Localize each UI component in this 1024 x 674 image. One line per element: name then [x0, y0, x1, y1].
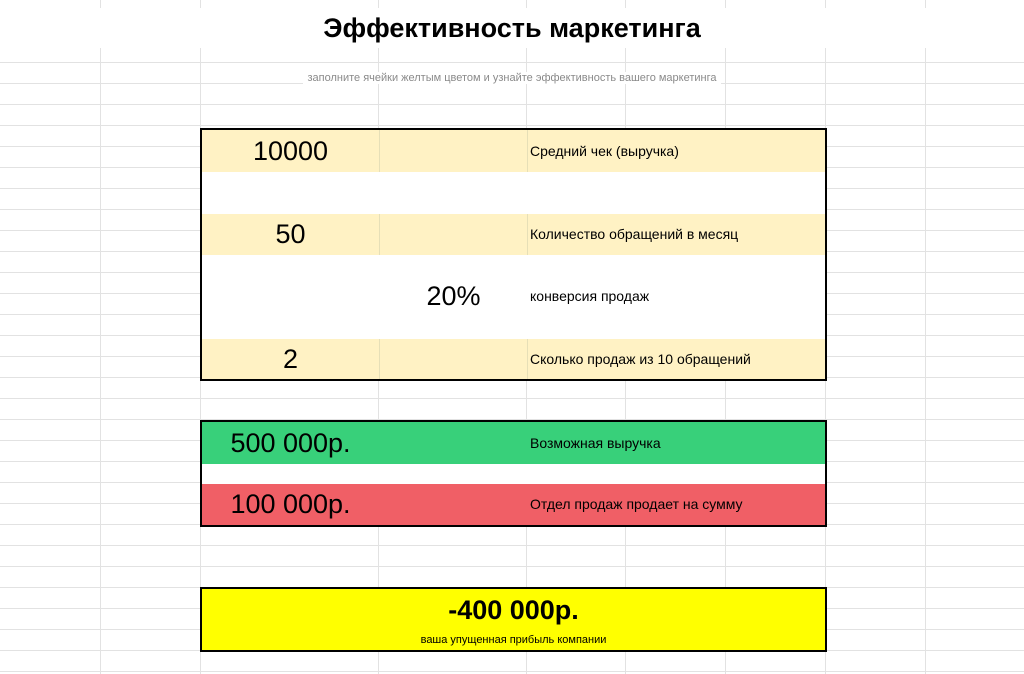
grid-column-line: [925, 0, 926, 674]
inputs-block: [200, 128, 827, 381]
cell-divider: [379, 214, 380, 255]
possible-revenue-value[interactable]: 500 000р.: [230, 428, 351, 458]
avg-check-input[interactable]: 10000: [252, 136, 329, 166]
subtitle-text: заполните ячейки желтым цветом и узнайте эффективность вашего маркетинга: [303, 72, 720, 84]
conversion-row: [202, 276, 825, 317]
possible-revenue-row: [202, 422, 825, 464]
avg-check-label[interactable]: Средний чек (выручка): [530, 143, 679, 159]
cell-divider: [379, 339, 380, 379]
cell-divider: [527, 130, 528, 172]
grid-column-line: [100, 0, 101, 674]
lost-profit-caption[interactable]: ваша упущенная прибыль компании: [420, 634, 607, 646]
avg-check-row: [202, 130, 825, 172]
sales-per-10-input[interactable]: 2: [282, 344, 299, 374]
conversion-label[interactable]: конверсия продаж: [530, 288, 650, 304]
actual-sales-value[interactable]: 100 000р.: [230, 489, 351, 519]
sales-per-10-row: [202, 339, 825, 379]
conversion-value[interactable]: 20%: [426, 281, 481, 311]
requests-input[interactable]: 50: [275, 219, 306, 249]
lost-profit-value[interactable]: -400 000р.: [448, 595, 579, 625]
requests-label[interactable]: Количество обращений в месяц: [530, 226, 739, 242]
cell-divider: [527, 214, 528, 255]
cell-divider: [527, 339, 528, 379]
actual-sales-row: [202, 484, 825, 525]
lost-profit-block: [200, 587, 827, 652]
cell-divider: [379, 130, 380, 172]
actual-sales-label[interactable]: Отдел продаж продает на сумму: [530, 496, 743, 512]
page-title[interactable]: Эффективность маркетинга: [0, 8, 1024, 48]
page-subtitle[interactable]: [0, 69, 1024, 87]
possible-revenue-label[interactable]: Возможная выручка: [530, 435, 661, 451]
sales-per-10-label[interactable]: Сколько продаж из 10 обращений: [530, 351, 751, 367]
results-block: [200, 420, 827, 527]
requests-row: [202, 214, 825, 255]
